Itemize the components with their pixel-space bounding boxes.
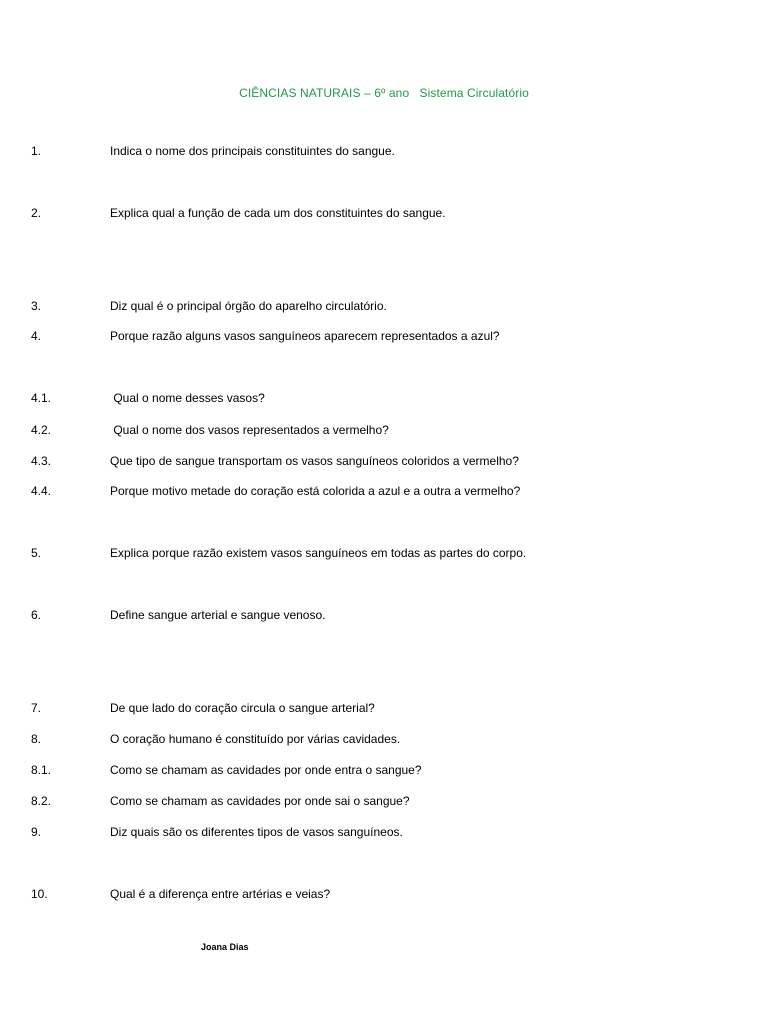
question-text: Indica o nome dos principais constituintes do sangue. [110, 144, 395, 158]
page-title: CIÊNCIAS NATURAIS – 6º ano Sistema Circulatório [239, 86, 529, 100]
question-text: Define sangue arterial e sangue venoso. [110, 608, 326, 622]
question-number: 5. [31, 546, 42, 560]
question-text: Explica porque razão existem vasos sanguíneos em todas as partes do corpo. [110, 546, 527, 560]
question-number: 6. [31, 608, 42, 622]
question-text: Como se chamam as cavidades por onde sai o sangue? [110, 794, 410, 808]
question-item [0, 761, 768, 779]
author-name: Joana Dias [201, 942, 249, 952]
question-number: 4.1. [31, 391, 52, 405]
question-item [0, 482, 768, 500]
question-number: 8.1. [31, 763, 52, 777]
question-number: 4.3. [31, 454, 52, 468]
question-item [0, 327, 768, 345]
question-number: 4. [31, 329, 42, 343]
question-item [0, 730, 768, 748]
question-text: Porque motivo metade do coração está colorida a azul e a outra a vermelho? [110, 484, 521, 498]
question-text: Diz qual é o principal órgão do aparelho circulatório. [110, 299, 387, 313]
question-item [0, 389, 768, 407]
question-number: 4.2. [31, 423, 52, 437]
question-number: 9. [31, 825, 42, 839]
question-item [0, 544, 768, 562]
question-item [0, 297, 768, 315]
question-item [0, 606, 768, 624]
question-item [0, 421, 768, 439]
question-item [0, 142, 768, 160]
question-number: 8. [31, 732, 42, 746]
question-number: 10. [31, 887, 48, 901]
question-text: Qual o nome desses vasos? [110, 391, 265, 405]
question-number: 4.4. [31, 484, 52, 498]
question-text: Qual o nome dos vasos representados a vermelho? [110, 423, 389, 437]
question-text: Que tipo de sangue transportam os vasos sanguíneos coloridos a vermelho? [110, 454, 519, 468]
question-text: Porque razão alguns vasos sanguíneos aparecem representados a azul? [110, 329, 500, 343]
question-number: 1. [31, 144, 42, 158]
question-number: 3. [31, 299, 42, 313]
question-text: De que lado do coração circula o sangue arterial? [110, 701, 375, 715]
question-item [0, 699, 768, 717]
question-text: Como se chamam as cavidades por onde entra o sangue? [110, 763, 422, 777]
question-text: O coração humano é constituído por várias cavidades. [110, 732, 401, 746]
question-item [0, 792, 768, 810]
question-number: 2. [31, 206, 42, 220]
question-text: Qual é a diferença entre artérias e veias? [110, 887, 331, 901]
question-text: Diz quais são os diferentes tipos de vasos sanguíneos. [110, 825, 403, 839]
question-number: 8.2. [31, 794, 52, 808]
question-item [0, 204, 768, 222]
question-number: 7. [31, 701, 42, 715]
question-item [0, 452, 768, 470]
question-text: Explica qual a função de cada um dos constituintes do sangue. [110, 206, 446, 220]
question-item [0, 885, 768, 903]
question-item [0, 823, 768, 841]
